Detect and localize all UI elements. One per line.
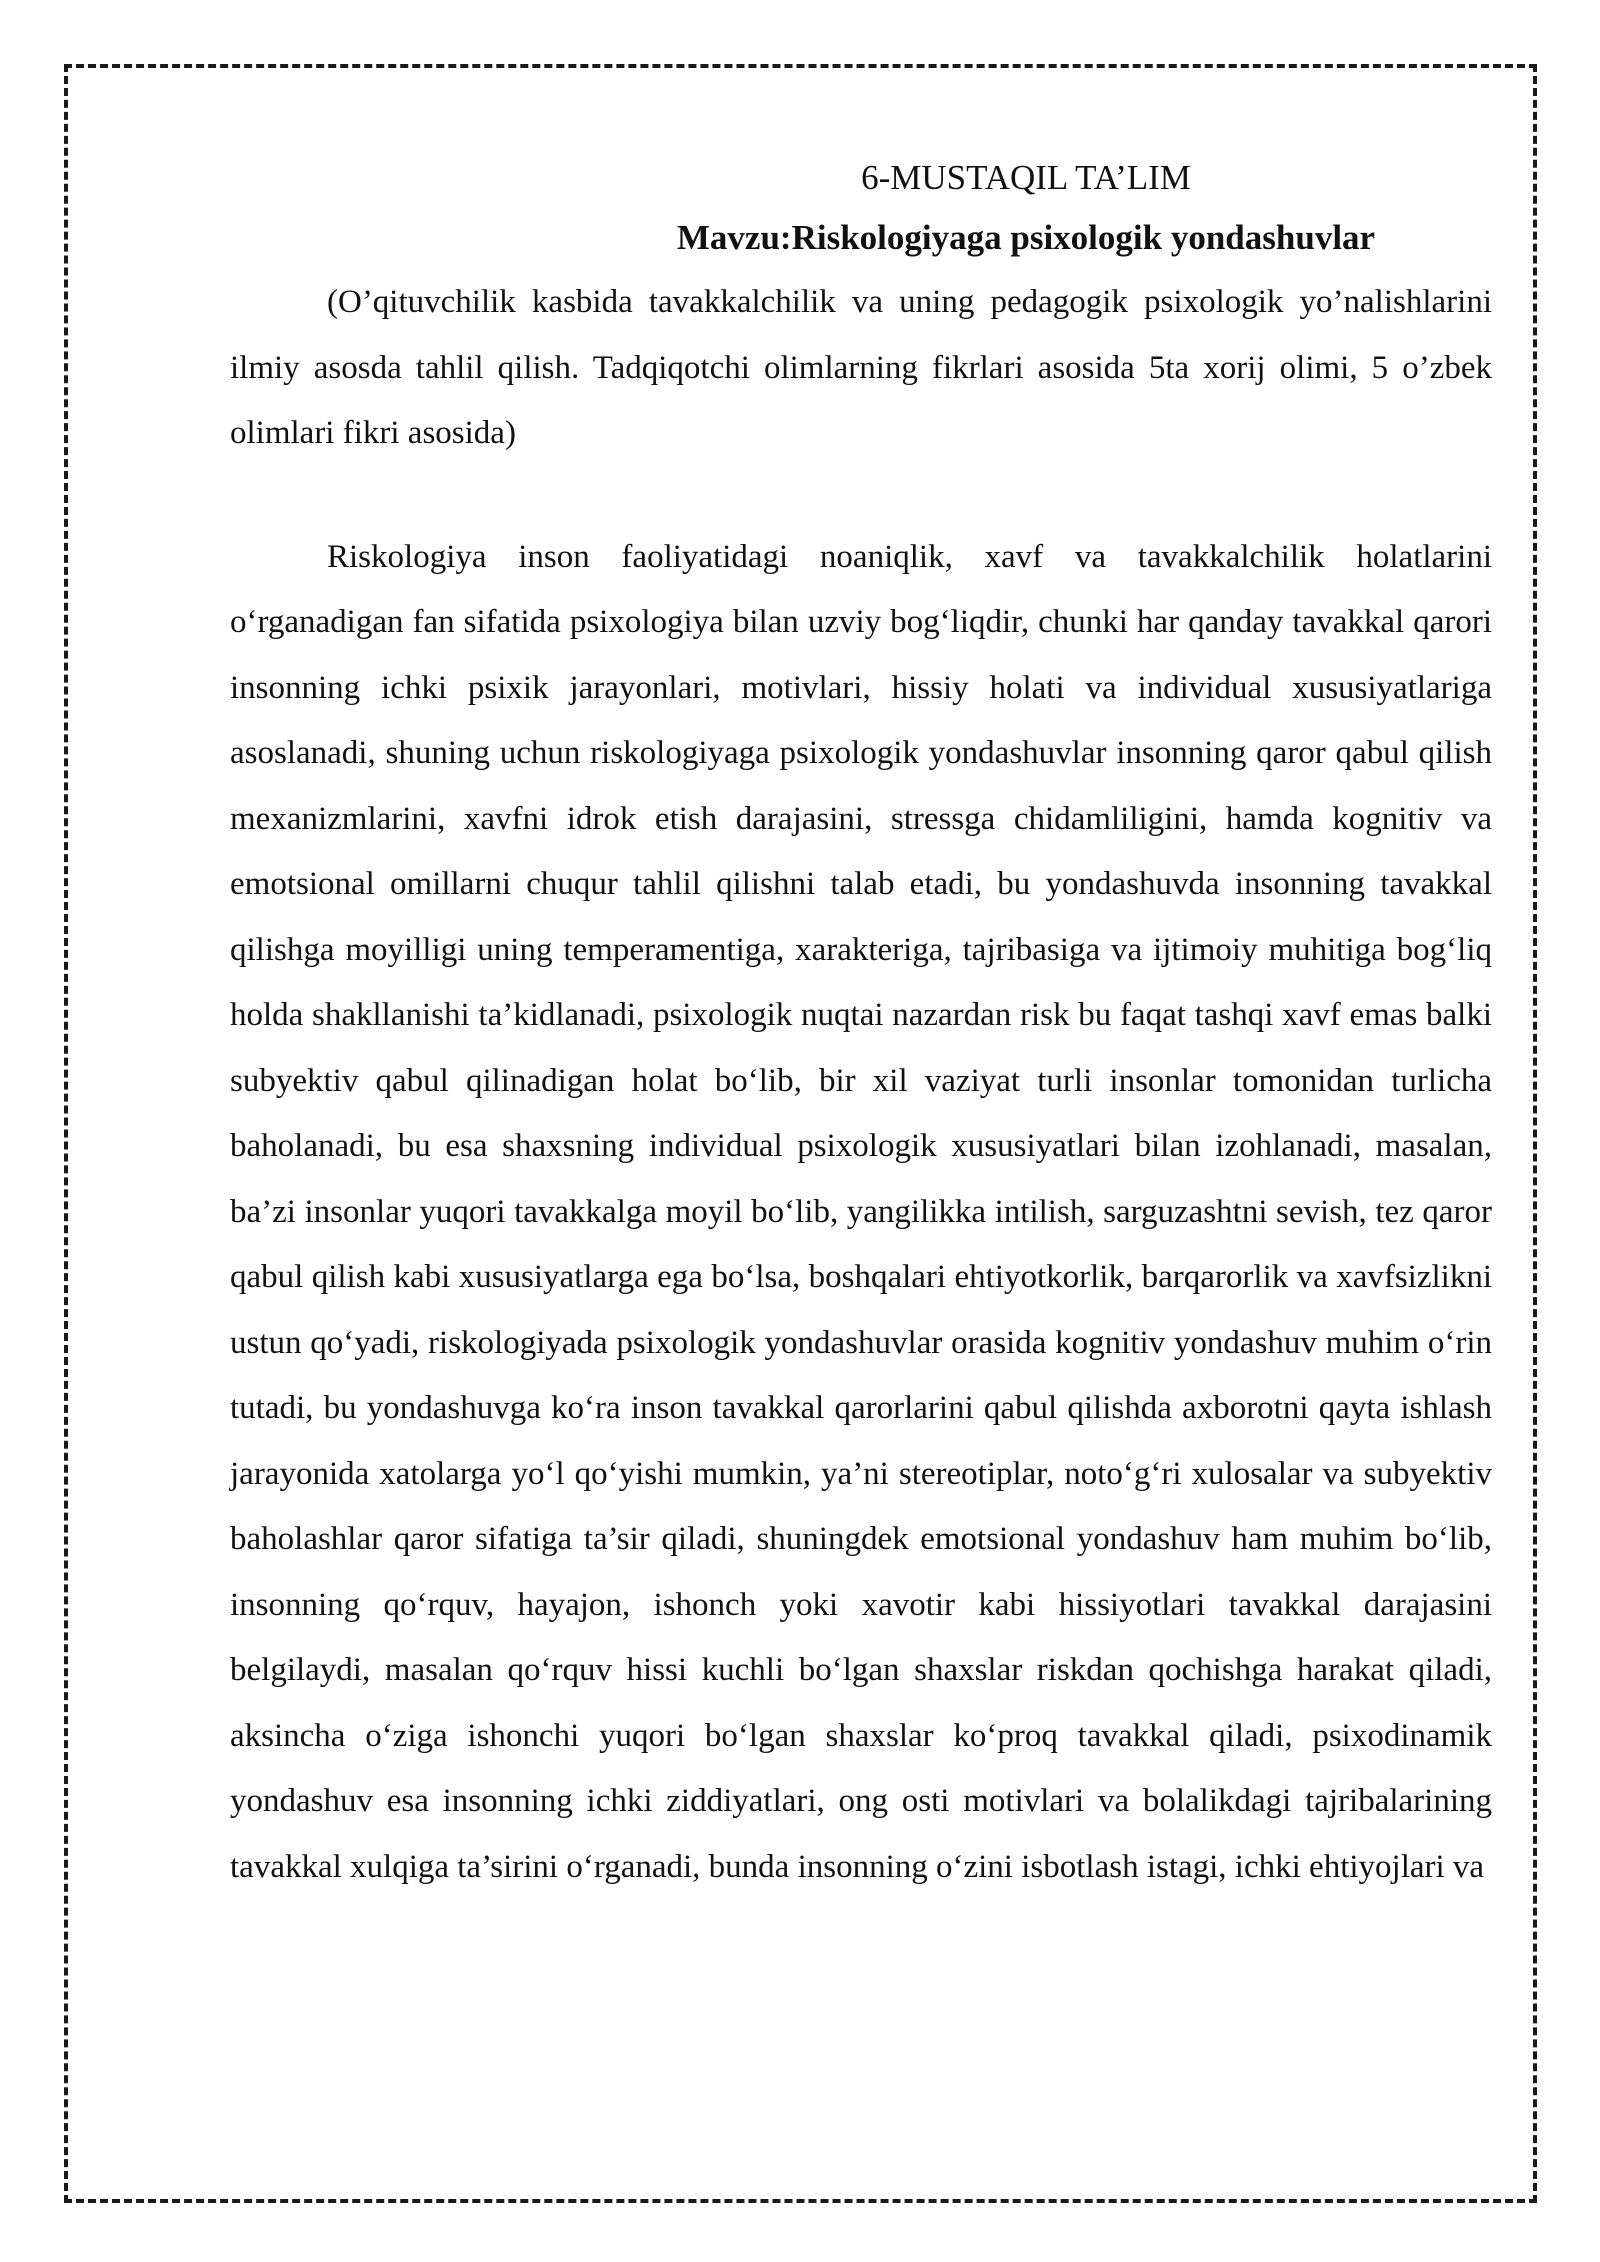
body-paragraph: Riskologiya inson faoliyatidagi noaniqlik, xavf va tavakkalchilik holatlarini o‘rganadigan fan sifatida psixologiya bilan uzviy bog‘liqdir, chunki har qanday tavakkal qarori insonning ichki psixik jarayonlari, motivlari, hissiy holati va individual xususiyatlariga asoslanadi, shuning uchun riskologiyaga psixologik yondashuvlar insonning qaror qabul qilish mexanizmlarini, xavfni idrok etish darajasini, stressga chidamliligini, hamda kognitiv va emotsional omillarni chuqur tahlil qilishni talab etadi, bu yondashuvda insonning tavakkal qilishga moyilligi uning temperamentiga, xarakteriga, tajribasiga va ijtimoiy muhitiga bog‘liq holda shakllanishi ta’kidlanadi, psixologik nuqtai nazardan risk bu faqat tashqi xavf emas balki subyektiv qabul qilinadigan holat bo‘lib, bir xil vaziyat turli insonlar tomonidan turlicha baholanadi, bu esa shaxsning individual psixologik xususiyatlari bilan izohlanadi, masalan, ba’zi insonlar yuqori tavakkalga moyil bo‘lib, yangilikka intilish, sarguzashtni sevish, tez qaror qabul qilish kabi xususiyatlarga ega bo‘lsa, boshqalari ehtiyotkorlik, barqarorlik va xavfsizlikni ustun qo‘yadi, riskologiyada psixologik yondashuvlar orasida kognitiv yondashuv muhim o‘rin tutadi, bu yondashuvga ko‘ra inson tavakkal qarorlarini qabul qilishda axborotni qayta ishlash jarayonida xatolarga yo‘l qo‘yishi mumkin, ya’ni stereotiplar, noto‘g‘ri xulosalar va subyektiv baholashlar qaror sifatiga ta’sir qiladi, shuningdek emotsional yondashuv ham muhim bo‘lib, insonning qo‘rquv, hayajon, ishonch yoki xavotir kabi hissiyotlari tavakkal darajasini belgilaydi, masalan qo‘rquv hissi kuchli bo‘lgan shaxslar riskdan qochishga harakat qiladi, aksincha o‘ziga ishonchi yuqori bo‘lgan shaxslar ko‘proq tavakkal qiladi, psixodinamik yondashuv esa insonning ichki ziddiyatlari, ong osti motivlari va bolalikdagi tajribalarining tavakkal xulqiga ta’sirini o‘rganadi, bunda insonning o‘zini isbotlash istagi, ichki ehtiyojlari va [230,538,1492,1885]
intro-paragraph: (O’qituvchilik kasbida tavakkalchilik va uning pedagogik psixologik yo’nalishlarini ilmiy asosda tahlil qilish. Tadqiqotchi olimlarning fikrlari asosida 5ta xorij olimi, 5 o’zbek olimlari fikri asosida) [230,284,1492,451]
document-heading: 6-MUSTAQIL TA’LIM [861,158,1191,197]
document-subheading: Mavzu:Riskologiyaga psixologik yondashuvlar [676,218,1376,257]
document-body [230,150,1492,1900]
